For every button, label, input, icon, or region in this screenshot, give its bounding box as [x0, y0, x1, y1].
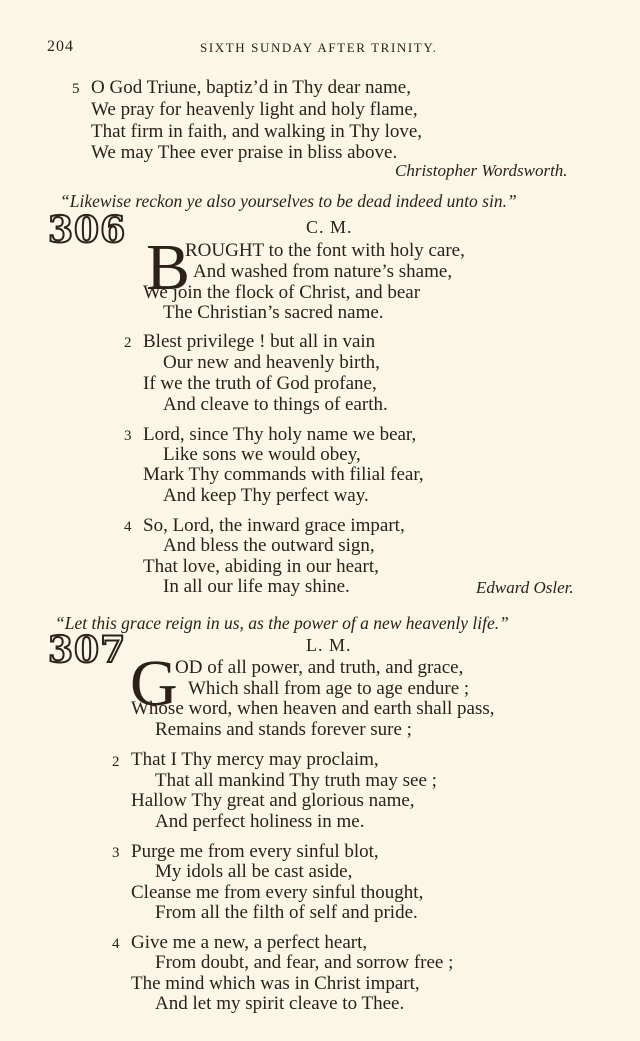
- hymn-number: 306: [48, 209, 127, 251]
- verse-line: My idols all be cast aside,: [155, 861, 353, 882]
- verse-line: In all our life may shine.: [163, 576, 350, 597]
- verse-number: 3: [124, 428, 132, 444]
- verse-line: And cleave to things of earth.: [163, 394, 388, 415]
- verse-line: Mark Thy commands with filial fear,: [143, 464, 424, 485]
- verse-line: From doubt, and fear, and sorrow free ;: [155, 952, 454, 973]
- verse-line: Our new and heavenly birth,: [163, 352, 380, 373]
- verse-number: 4: [124, 519, 132, 535]
- verse-line: Like sons we would obey,: [163, 444, 361, 465]
- epigraph: “Let this grace reign in us, as the power of a new heavenly life.”: [55, 613, 509, 633]
- verse-line: Hallow Thy great and glorious name,: [131, 790, 415, 811]
- running-head: SIXTH SUNDAY AFTER TRINITY.: [200, 40, 438, 55]
- verse-line: Remains and stands forever sure ;: [155, 719, 412, 740]
- verse-line: ROUGHT to the font with holy care,: [185, 240, 465, 261]
- verse-line: Give me a new, a perfect heart,: [131, 932, 368, 953]
- verse-line: That I Thy mercy may proclaim,: [131, 749, 379, 770]
- hymn-meter: C. M.: [306, 217, 353, 237]
- author-attribution: Edward Osler.: [476, 578, 574, 597]
- page-number: 204: [47, 38, 74, 55]
- page-header: [0, 38, 640, 58]
- verse-number: 2: [124, 335, 132, 351]
- verse-line: We may Thee ever praise in bliss above.: [91, 142, 398, 163]
- drop-cap: B: [146, 231, 191, 304]
- verse-line: The Christian’s sacred name.: [163, 302, 384, 323]
- verse-line: We join the flock of Christ, and bear: [143, 282, 421, 303]
- verse-line: Purge me from every sinful blot,: [131, 841, 379, 862]
- verse-number: 3: [112, 845, 120, 861]
- verse-line: O God Triune, baptiz’d in Thy dear name,: [91, 77, 411, 98]
- verse-number: 4: [112, 936, 120, 952]
- hymn-meter: L. M.: [306, 635, 352, 655]
- verse-number: 2: [112, 754, 120, 770]
- verse-line: Lord, since Thy holy name we bear,: [143, 424, 417, 445]
- verse-number: 5: [72, 81, 80, 97]
- verse-line: OD of all power, and truth, and grace,: [175, 657, 464, 678]
- verse-line: Whose word, when heaven and earth shall pass,: [131, 698, 495, 719]
- drop-cap: G: [130, 647, 178, 720]
- verse-line: From all the filth of self and pride.: [155, 902, 418, 923]
- epigraph: “Likewise reckon ye also yourselves to be dead indeed unto sin.”: [60, 191, 517, 211]
- verse-line: Blest privilege ! but all in vain: [143, 331, 376, 352]
- verse-line: That all mankind Thy truth may see ;: [155, 770, 437, 791]
- verse-line: If we the truth of God profane,: [143, 373, 377, 394]
- verse-line: And let my spirit cleave to Thee.: [155, 993, 405, 1014]
- verse-line: And perfect holiness in me.: [155, 811, 365, 832]
- verse-line: The mind which was in Christ impart,: [131, 973, 420, 994]
- author-attribution: Christopher Wordsworth.: [395, 161, 568, 180]
- verse-line: That love, abiding in our heart,: [143, 556, 379, 577]
- verse-line: Cleanse me from every sinful thought,: [131, 882, 424, 903]
- verse-line: So, Lord, the inward grace impart,: [143, 515, 405, 536]
- verse-line: That firm in faith, and walking in Thy love,: [91, 121, 423, 142]
- verse-line: And bless the outward sign,: [163, 535, 375, 556]
- hymn-number: 307: [48, 629, 127, 671]
- verse-line: Which shall from age to age endure ;: [188, 678, 470, 699]
- verse-line: We pray for heavenly light and holy flame,: [91, 99, 418, 120]
- verse-line: And washed from nature’s shame,: [193, 261, 453, 282]
- verse-line: And keep Thy perfect way.: [163, 485, 369, 506]
